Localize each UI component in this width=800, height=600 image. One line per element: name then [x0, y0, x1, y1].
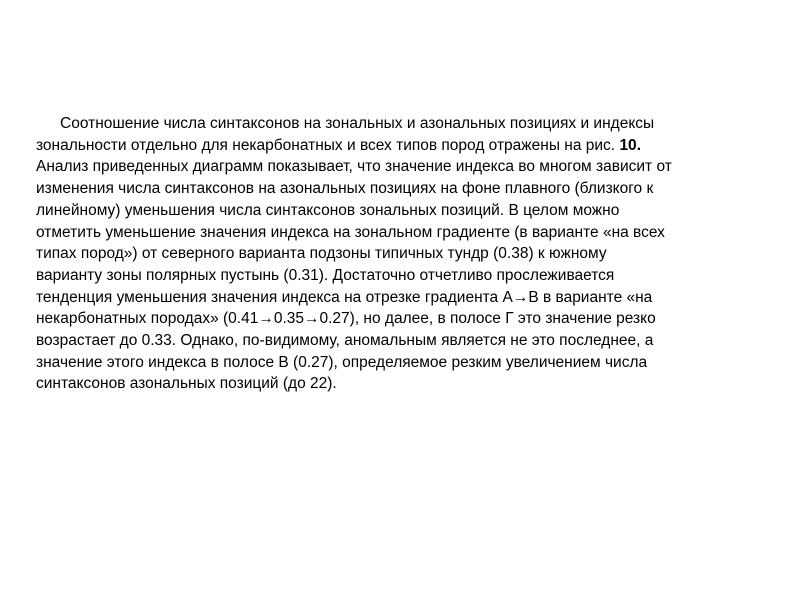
- paragraph-line: варианту зоны полярных пустынь (0.31). Достаточно отчетливо прослеживается: [36, 266, 615, 284]
- paragraph-line: [36, 135, 772, 157]
- paragraph-line: некарбонатных породах» (0.41→0.35→0.27), но далее, в полосе Г это значение резко: [36, 310, 656, 328]
- paragraph-line: тенденция уменьшения значения индекса на отрезке градиента А→В в варианте «на: [36, 288, 653, 306]
- paragraph-line: изменения числа синтаксонов на азональных позициях на фоне плавного (близкого к: [36, 180, 654, 198]
- paragraph-line-text: зональности отдельно для некарбонатных и всех типов пород отражены на рис.: [36, 136, 616, 154]
- paragraph-line: линейному) уменьшения числа синтаксонов зональных позиций. В целом можно: [36, 201, 620, 219]
- paragraph-line: синтаксонов азональных позиций (до 22).: [36, 375, 337, 393]
- paragraph-line: отметить уменьшение значения индекса на зональном градиенте (в варианте «на всех: [36, 223, 665, 241]
- paragraph-line: значение этого индекса в полосе В (0.27), определяемое резким увеличением числа: [36, 353, 648, 371]
- paragraph-line: возрастает до 0.33. Однако, по-видимому, аномальным является не это последнее, а: [36, 332, 654, 350]
- body-paragraph: [36, 113, 772, 395]
- paragraph-line: Соотношение числа синтаксонов на зональных и азональных позициях и индексы: [60, 115, 655, 132]
- paragraph-line: типах пород») от северного варианта подзоны типичных тундр (0.38) к южному: [36, 245, 607, 263]
- paragraph-line: Анализ приведенных диаграмм показывает, что значение индекса во многом зависит от: [36, 158, 672, 176]
- figure-number-suffix: .: [636, 136, 641, 154]
- figure-number: 10: [619, 136, 637, 154]
